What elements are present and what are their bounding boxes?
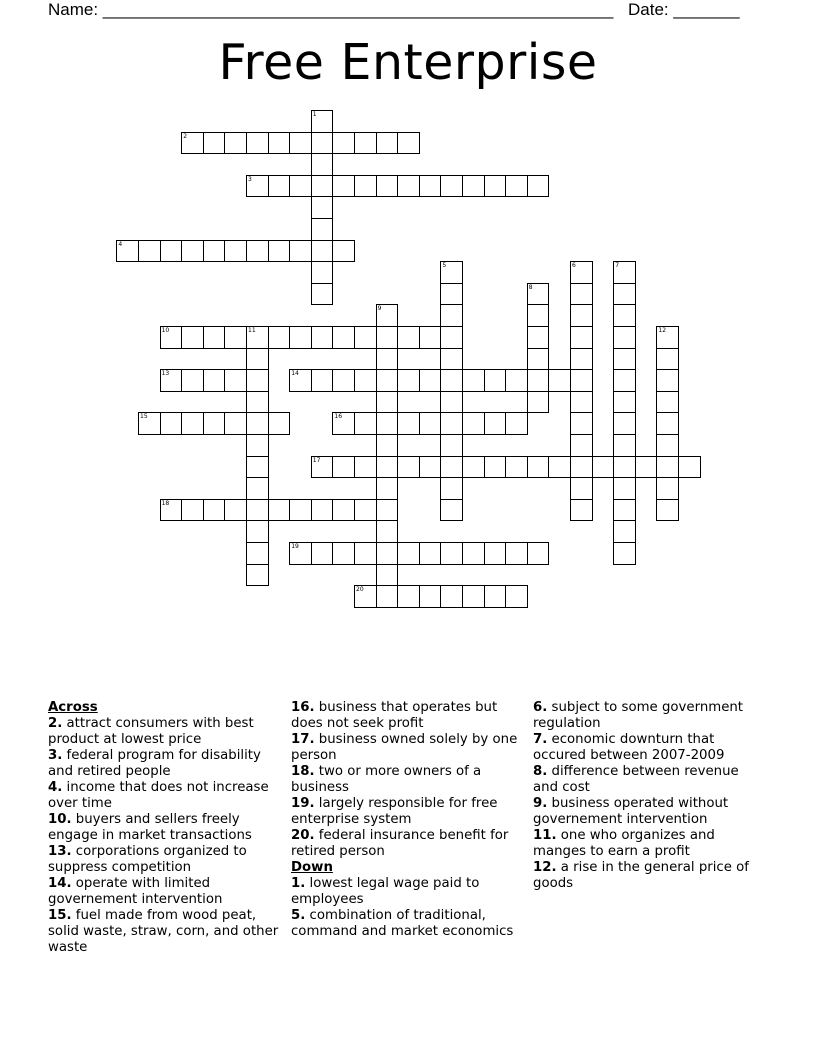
crossword-cell[interactable] (484, 456, 507, 479)
crossword-cell[interactable] (311, 326, 334, 349)
crossword-cell[interactable] (311, 153, 334, 176)
crossword-cell[interactable] (354, 499, 377, 522)
crossword-cell[interactable] (138, 412, 161, 435)
crossword-cell[interactable] (613, 520, 636, 543)
clue-number-label: 18 (161, 499, 170, 507)
crossword-cell[interactable] (570, 412, 593, 435)
crossword-cell[interactable] (332, 175, 355, 198)
crossword-cell[interactable] (570, 391, 593, 414)
crossword-cell[interactable] (181, 132, 204, 155)
clue-item (48, 780, 280, 812)
crossword-cell[interactable] (656, 391, 679, 414)
crossword-cell[interactable] (376, 499, 399, 522)
crossword-cell[interactable] (527, 304, 550, 327)
clue-number: 16. (291, 700, 315, 715)
clue-number-label: 10 (161, 327, 170, 334)
crossword-cell[interactable] (289, 132, 312, 155)
crossword-cell[interactable] (268, 412, 291, 435)
crossword-cell[interactable] (311, 110, 334, 133)
crossword-cell[interactable] (484, 585, 507, 608)
clue-text: economic downturn that occured between 2007-2009 (533, 732, 725, 763)
crossword-cell[interactable] (440, 542, 463, 565)
crossword-cell[interactable] (462, 542, 485, 565)
clue-item (291, 796, 523, 828)
crossword-cell[interactable] (311, 283, 334, 306)
page-title: Free Enterprise (218, 34, 598, 91)
crossword-cell[interactable] (484, 369, 507, 392)
crossword-cell[interactable] (224, 499, 247, 522)
clue-number: 8. (533, 764, 548, 779)
crossword-cell[interactable] (440, 283, 463, 306)
crossword-cell[interactable] (181, 369, 204, 392)
crossword-cell[interactable] (397, 326, 420, 349)
crossword-cell[interactable] (224, 412, 247, 435)
crossword-cell[interactable] (505, 542, 528, 565)
crossword-cell[interactable] (203, 369, 226, 392)
crossword-cell[interactable] (311, 456, 334, 479)
clue-item (533, 828, 765, 860)
clue-number-label: 7 (615, 262, 620, 270)
crossword-cell[interactable] (332, 326, 355, 349)
clue-number: 19. (291, 796, 315, 811)
crossword-cell[interactable] (289, 240, 312, 263)
crossword-cell[interactable] (268, 175, 291, 198)
crossword-cell[interactable] (570, 304, 593, 327)
crossword-cell[interactable] (419, 585, 442, 608)
clue-number: 1. (291, 876, 306, 891)
crossword-cell[interactable] (311, 542, 334, 565)
clue-text: buyers and sellers freely engage in market transactions (48, 812, 252, 843)
crossword-cell[interactable] (570, 283, 593, 306)
crossword-cell[interactable] (440, 175, 463, 198)
crossword-cell[interactable] (656, 434, 679, 457)
crossword-cell[interactable] (570, 348, 593, 371)
crossword-cell[interactable] (354, 456, 377, 479)
crossword-cell[interactable] (160, 369, 183, 392)
crossword-cell[interactable] (613, 326, 636, 349)
crossword-cell[interactable] (289, 369, 312, 392)
crossword-cell[interactable] (376, 412, 399, 435)
crossword-cell[interactable] (246, 456, 269, 479)
crossword-cell[interactable] (376, 477, 399, 500)
crossword-cell[interactable] (613, 283, 636, 306)
clue-text: attract consumers with best product at lowest price (48, 716, 254, 747)
clue-item (291, 908, 523, 940)
crossword-cell[interactable] (376, 434, 399, 457)
crossword-cell[interactable] (656, 326, 679, 349)
crossword-cell[interactable] (160, 240, 183, 263)
crossword-cell[interactable] (224, 369, 247, 392)
clue-number: 10. (48, 812, 72, 827)
clue-text: operate with limited governement intervention (48, 876, 223, 907)
clue-text: business that operates but does not seek profit (291, 700, 498, 731)
clue-item (48, 748, 280, 780)
clue-text: a rise in the general price of goods (533, 860, 749, 891)
crossword-cell[interactable] (289, 499, 312, 522)
crossword-cell[interactable] (311, 369, 334, 392)
crossword-cell[interactable] (397, 542, 420, 565)
crossword-cell[interactable] (289, 542, 312, 565)
clue-text: lowest legal wage paid to employees (291, 876, 480, 907)
clue-number-label: 16 (334, 413, 343, 421)
clue-number-label: 19 (291, 543, 299, 550)
clue-item (291, 700, 523, 732)
crossword-cell[interactable] (592, 456, 615, 479)
crossword-cell[interactable] (332, 369, 355, 392)
crossword-cell[interactable] (376, 304, 399, 327)
clue-number: 12. (533, 860, 557, 875)
crossword-cell[interactable] (311, 499, 334, 522)
crossword-cell[interactable] (527, 326, 550, 349)
crossword-cell[interactable] (246, 132, 269, 155)
crossword-cell[interactable] (527, 348, 550, 371)
crossword-cell[interactable] (268, 132, 291, 155)
crossword-cell[interactable] (181, 412, 204, 435)
crossword-cell[interactable] (656, 412, 679, 435)
crossword-cell[interactable] (376, 585, 399, 608)
crossword-cell[interactable] (354, 369, 377, 392)
crossword-cell[interactable] (224, 326, 247, 349)
crossword-cell[interactable] (376, 132, 399, 155)
clue-text: federal insurance benefit for retired person (291, 828, 509, 859)
crossword-cell[interactable] (548, 369, 571, 392)
crossword-cell[interactable] (440, 434, 463, 457)
crossword-cell[interactable] (548, 456, 571, 479)
clue-text: business operated without governement intervention (533, 796, 729, 827)
clue-item (48, 716, 280, 748)
crossword-cell[interactable] (527, 369, 550, 392)
clue-item (48, 812, 280, 844)
crossword-cell[interactable] (678, 456, 701, 479)
down-heading: Down (291, 860, 333, 875)
clue-item (533, 796, 765, 828)
crossword-cell[interactable] (203, 412, 226, 435)
crossword-cell[interactable] (246, 175, 269, 198)
crossword-cell[interactable] (311, 261, 334, 284)
clue-text: corporations organized to suppress competition (48, 844, 247, 875)
crossword-cell[interactable] (505, 456, 528, 479)
crossword-cell[interactable] (570, 326, 593, 349)
crossword-cell[interactable] (246, 412, 269, 435)
crossword-cell[interactable] (376, 542, 399, 565)
clue-number: 6. (533, 700, 548, 715)
crossword-cell[interactable] (203, 499, 226, 522)
clue-number: 14. (48, 876, 72, 891)
clue-text: largely responsible for free enterprise system (291, 796, 498, 827)
clue-text: combination of traditional, command and market economics (291, 908, 514, 939)
crossword-cell[interactable] (613, 434, 636, 457)
crossword-cell[interactable] (613, 391, 636, 414)
clue-item (291, 732, 523, 764)
crossword-cell[interactable] (527, 283, 550, 306)
crossword-cell[interactable] (613, 304, 636, 327)
crossword-cell[interactable] (440, 412, 463, 435)
clue-text: two or more owners of a business (291, 764, 482, 795)
crossword-cell[interactable] (397, 456, 420, 479)
crossword-cell[interactable] (246, 499, 269, 522)
crossword-cell[interactable] (505, 412, 528, 435)
crossword-cell[interactable] (440, 477, 463, 500)
crossword-cell[interactable] (311, 240, 334, 263)
crossword-cell[interactable] (224, 132, 247, 155)
crossword-cell[interactable] (462, 175, 485, 198)
clue-number: 15. (48, 908, 72, 923)
crossword-cell[interactable] (527, 175, 550, 198)
crossword-cell[interactable] (570, 369, 593, 392)
clue-number: 4. (48, 780, 63, 795)
crossword-cell[interactable] (419, 175, 442, 198)
crossword-cell[interactable] (419, 542, 442, 565)
clue-number: 17. (291, 732, 315, 747)
crossword-cell[interactable] (246, 391, 269, 414)
crossword-cell[interactable] (462, 412, 485, 435)
crossword-cell[interactable] (440, 304, 463, 327)
clue-number-label: 4 (118, 240, 123, 248)
crossword-cell[interactable] (116, 240, 139, 263)
crossword-cell[interactable] (440, 391, 463, 414)
across-heading: Across (48, 700, 98, 715)
clue-number-label: 13 (161, 370, 170, 378)
crossword-cell[interactable] (332, 132, 355, 155)
crossword-cell[interactable] (613, 477, 636, 500)
crossword-cell[interactable] (376, 326, 399, 349)
crossword-cell[interactable] (246, 434, 269, 457)
clue-number-label: 3 (248, 175, 252, 183)
clue-item (533, 700, 765, 732)
crossword-cell[interactable] (440, 348, 463, 371)
crossword-cell[interactable] (570, 499, 593, 522)
crossword-cell[interactable] (376, 369, 399, 392)
clue-text: business owned solely by one person (291, 732, 518, 763)
crossword-cell[interactable] (419, 456, 442, 479)
clue-number-label: 9 (377, 305, 382, 313)
crossword-cell[interactable] (246, 326, 269, 349)
crossword-cell[interactable] (268, 499, 291, 522)
crossword-cell[interactable] (570, 434, 593, 457)
crossword-cell[interactable] (311, 218, 334, 241)
crossword-cell[interactable] (376, 564, 399, 587)
crossword-cell[interactable] (397, 132, 420, 155)
crossword-cell[interactable] (268, 326, 291, 349)
crossword-cell[interactable] (484, 542, 507, 565)
clues-column-2 (291, 700, 523, 940)
crossword-cell[interactable] (527, 456, 550, 479)
crossword-cell[interactable] (656, 348, 679, 371)
clues-section (48, 700, 778, 990)
clue-number-label: 17 (312, 456, 321, 464)
crossword-cell[interactable] (246, 477, 269, 500)
clue-number-label: 8 (528, 283, 533, 291)
crossword-cell[interactable] (376, 391, 399, 414)
crossword-cell[interactable] (570, 477, 593, 500)
clue-item (533, 764, 765, 796)
crossword-cell[interactable] (635, 456, 658, 479)
crossword-cell[interactable] (440, 499, 463, 522)
crossword-cell[interactable] (354, 175, 377, 198)
name-field-label[interactable]: Name: ______________________________________________________ (48, 0, 614, 19)
crossword-cell[interactable] (484, 412, 507, 435)
crossword-cell[interactable] (462, 585, 485, 608)
clue-item (48, 876, 280, 908)
crossword-cell[interactable] (462, 369, 485, 392)
crossword-cell[interactable] (246, 369, 269, 392)
crossword-cell[interactable] (613, 348, 636, 371)
crossword-cell[interactable] (246, 348, 269, 371)
crossword-cell[interactable] (570, 456, 593, 479)
crossword-cell[interactable] (246, 542, 269, 565)
crossword-cell[interactable] (203, 326, 226, 349)
crossword-cell[interactable] (311, 132, 334, 155)
crossword-cell[interactable] (440, 585, 463, 608)
crossword-cell[interactable] (376, 175, 399, 198)
clue-number-label: 14 (291, 370, 299, 378)
clue-item (533, 860, 765, 892)
crossword-cell[interactable] (613, 412, 636, 435)
clue-text: federal program for disability and retired people (48, 748, 261, 779)
crossword-cell[interactable] (527, 542, 550, 565)
clue-item (48, 908, 280, 956)
crossword-cell[interactable] (332, 456, 355, 479)
clue-text: fuel made from wood peat, solid waste, straw, corn, and other waste (48, 908, 279, 955)
crossword-cell[interactable] (397, 412, 420, 435)
date-field-label[interactable]: Date: _______ (628, 0, 740, 19)
crossword-cell[interactable] (246, 520, 269, 543)
crossword-cell[interactable] (332, 499, 355, 522)
crossword-cell[interactable] (311, 175, 334, 198)
crossword-cell[interactable] (181, 499, 204, 522)
clue-number-label: 6 (572, 262, 576, 270)
crossword-cell[interactable] (289, 175, 312, 198)
crossword-cell[interactable] (419, 369, 442, 392)
crossword-cell[interactable] (613, 261, 636, 284)
crossword-cell[interactable] (311, 196, 334, 219)
crossword-cell[interactable] (527, 391, 550, 414)
crossword-cell[interactable] (354, 326, 377, 349)
clue-item (291, 828, 523, 860)
clue-number-label: 12 (658, 327, 667, 334)
clue-number: 13. (48, 844, 72, 859)
crossword-cell[interactable] (289, 326, 312, 349)
clue-number: 20. (291, 828, 315, 843)
crossword-cell[interactable] (160, 499, 183, 522)
crossword-cell[interactable] (397, 585, 420, 608)
clue-text: income that does not increase over time (48, 780, 269, 811)
crossword-cell[interactable] (440, 326, 463, 349)
crossword-cell[interactable] (656, 499, 679, 522)
crossword-cell[interactable] (462, 456, 485, 479)
crossword-cell[interactable] (376, 456, 399, 479)
crossword-cell[interactable] (332, 412, 355, 435)
clue-number-label: 20 (356, 586, 364, 594)
crossword-cell[interactable] (376, 520, 399, 543)
crossword-cell[interactable] (332, 542, 355, 565)
crossword-cell[interactable] (419, 326, 442, 349)
crossword-cell[interactable] (505, 585, 528, 608)
clue-item (291, 876, 523, 908)
crossword-cell[interactable] (181, 240, 204, 263)
clue-number-label: 1 (312, 111, 317, 118)
clue-item (48, 844, 280, 876)
clue-number: 7. (533, 732, 548, 747)
crossword-cell[interactable] (419, 412, 442, 435)
crossword-cell[interactable] (397, 369, 420, 392)
clue-text: one who organizes and manges to earn a profit (533, 828, 715, 859)
crossword-cell[interactable] (268, 240, 291, 263)
crossword-cell[interactable] (160, 326, 183, 349)
crossword-cell[interactable] (332, 240, 355, 263)
crossword-cell[interactable] (570, 261, 593, 284)
clue-number: 3. (48, 748, 63, 763)
clues-column-3 (533, 700, 765, 892)
crossword-cell[interactable] (246, 240, 269, 263)
crossword-cell[interactable] (354, 132, 377, 155)
clue-number-label: 15 (140, 413, 148, 421)
crossword-cell[interactable] (397, 175, 420, 198)
crossword-cell[interactable] (138, 240, 161, 263)
crossword-cell[interactable] (203, 240, 226, 263)
clue-number-label: 11 (248, 327, 256, 334)
crossword-cell[interactable] (246, 564, 269, 587)
crossword-cell[interactable] (354, 542, 377, 565)
crossword-cell[interactable] (613, 369, 636, 392)
clue-number: 9. (533, 796, 548, 811)
clue-item (291, 764, 523, 796)
crossword-cell[interactable] (224, 240, 247, 263)
crossword-cell[interactable] (505, 175, 528, 198)
clue-number: 18. (291, 764, 315, 779)
crossword-cell[interactable] (376, 348, 399, 371)
crossword-cell[interactable] (505, 369, 528, 392)
crossword-cell[interactable] (613, 542, 636, 565)
clue-number: 2. (48, 716, 63, 731)
crossword-cell[interactable] (160, 412, 183, 435)
crossword-cell[interactable] (613, 456, 636, 479)
clue-number: 11. (533, 828, 557, 843)
crossword-cell[interactable] (440, 369, 463, 392)
crossword-cell[interactable] (440, 261, 463, 284)
clue-item (533, 732, 765, 764)
clue-text: subject to some government regulation (533, 700, 744, 731)
crossword-cell[interactable] (613, 499, 636, 522)
crossword-cell[interactable] (440, 456, 463, 479)
crossword-cell[interactable] (203, 132, 226, 155)
crossword-cell[interactable] (656, 369, 679, 392)
clue-text: difference between revenue and cost (533, 764, 739, 795)
clue-number-label: 2 (183, 132, 188, 140)
crossword-cell[interactable] (656, 477, 679, 500)
crossword-cell[interactable] (484, 175, 507, 198)
clue-number-label: 5 (442, 262, 447, 270)
clues-column-1 (48, 700, 280, 956)
crossword-cell[interactable] (656, 456, 679, 479)
crossword-cell[interactable] (181, 326, 204, 349)
crossword-cell[interactable] (354, 585, 377, 608)
crossword-cell[interactable] (354, 412, 377, 435)
clue-number: 5. (291, 908, 306, 923)
